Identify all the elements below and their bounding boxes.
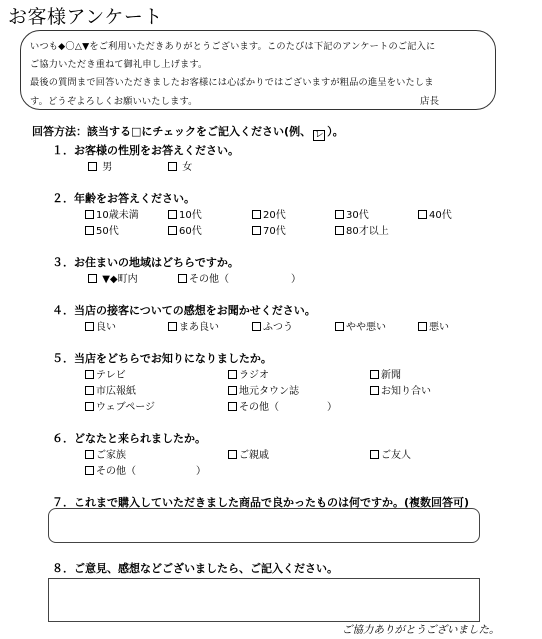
question-number: ７．: [52, 496, 74, 509]
checkmark-example-icon: レ: [314, 130, 324, 140]
option-label: 60代: [179, 226, 202, 237]
option-label: 地元タウン誌: [239, 386, 299, 397]
option-label: ご親戚: [239, 450, 269, 461]
question-number: ３．: [52, 256, 74, 269]
option-label: その他（: [239, 402, 279, 413]
intro-signature: 店長: [420, 96, 440, 107]
checkbox[interactable]: [418, 322, 427, 331]
option-friends[interactable]: [370, 446, 411, 461]
option-town-magazine[interactable]: [228, 382, 299, 397]
question-text: ご意見、感想などございましたら、ご記入ください。: [74, 562, 338, 575]
checkbox[interactable]: [228, 370, 237, 379]
option-acquaintance[interactable]: [370, 382, 431, 397]
option-average[interactable]: [252, 318, 293, 333]
checkbox[interactable]: [168, 322, 177, 331]
question-number: ４．: [52, 304, 74, 317]
question-4: [52, 302, 316, 318]
option-label: 80才以上: [346, 226, 389, 237]
option-family[interactable]: [85, 446, 126, 461]
option-age-60s[interactable]: [168, 222, 202, 237]
answer-method: [32, 123, 344, 141]
closing-thanks: ご協力ありがとうございました。: [342, 624, 500, 636]
checkbox[interactable]: [335, 226, 344, 235]
option-age-40s[interactable]: [418, 206, 452, 221]
option-label: ご家族: [96, 450, 126, 461]
question-text: 年齢をお答えください。: [74, 192, 195, 205]
option-label: 女: [182, 162, 193, 173]
option-newspaper[interactable]: [370, 366, 401, 381]
option-label: 40代: [429, 210, 452, 221]
option-relatives[interactable]: [228, 446, 269, 461]
option-label: ご友人: [381, 450, 411, 461]
checkbox[interactable]: [85, 450, 94, 459]
option-male[interactable]: [88, 158, 112, 173]
question-number: ８．: [52, 562, 74, 575]
option-label: 男: [102, 162, 113, 173]
question-text: どなたと来られましたか。: [74, 432, 206, 445]
question-text: 当店をどちらでお知りになりましたか。: [74, 352, 272, 365]
checkbox[interactable]: [168, 226, 177, 235]
checkbox[interactable]: [88, 274, 97, 283]
checkbox[interactable]: [85, 322, 94, 331]
checkbox[interactable]: [335, 322, 344, 331]
checkbox[interactable]: [168, 210, 177, 219]
checkbox[interactable]: [85, 370, 94, 379]
checkbox[interactable]: [228, 450, 237, 459]
paren-close: ）: [327, 402, 337, 413]
option-age-10s[interactable]: [168, 206, 202, 221]
checkbox[interactable]: [85, 386, 94, 395]
question-text: お住まいの地域はどちらですか。: [74, 256, 239, 269]
question-number: １．: [52, 144, 74, 157]
option-tv[interactable]: [85, 366, 126, 381]
answer-field-comments[interactable]: [48, 578, 480, 622]
option-town[interactable]: [88, 270, 138, 285]
question-number: ２．: [52, 192, 74, 205]
question-6: [52, 430, 206, 446]
question-text: これまで購入していただきました商品で良かったものは何ですか。(複数回答可): [74, 496, 470, 509]
option-area-other[interactable]: [178, 270, 301, 285]
checkbox[interactable]: [85, 466, 94, 475]
option-label: お知り合い: [381, 386, 431, 397]
page-title: お客様アンケート: [8, 6, 163, 28]
option-age-50s[interactable]: [85, 222, 119, 237]
question-number: ６．: [52, 432, 74, 445]
option-label: 20代: [263, 210, 286, 221]
checkbox[interactable]: [370, 370, 379, 379]
option-label: まあ良い: [179, 322, 219, 333]
checkbox[interactable]: [370, 450, 379, 459]
option-companion-other[interactable]: [85, 462, 206, 477]
answer-method-label: 回答方法：該当する□にチェックをご記入ください(例、: [32, 125, 312, 138]
checkbox[interactable]: [178, 274, 187, 283]
option-label: 10代: [179, 210, 202, 221]
option-label: ラジオ: [239, 370, 269, 381]
option-female[interactable]: [168, 158, 192, 173]
option-label: その他（: [189, 274, 229, 285]
checkbox[interactable]: [252, 322, 261, 331]
checkbox[interactable]: [370, 386, 379, 395]
checkbox[interactable]: [252, 226, 261, 235]
option-age-under-10[interactable]: [85, 206, 139, 221]
paren-close: ）: [291, 274, 301, 285]
option-age-30s[interactable]: [335, 206, 369, 221]
option-age-20s[interactable]: [252, 206, 286, 221]
intro-line-4: す。どうぞよろしくお願いいたします。: [30, 96, 198, 107]
option-bad[interactable]: [418, 318, 449, 333]
checkbox[interactable]: [418, 210, 427, 219]
option-label: 新聞: [381, 370, 401, 381]
question-text: お客様の性別をお答えください。: [74, 144, 239, 157]
paren-close: ）: [196, 466, 206, 477]
checkbox[interactable]: [85, 210, 94, 219]
checkbox[interactable]: [252, 210, 261, 219]
question-8: [52, 560, 338, 576]
checkbox[interactable]: [168, 162, 177, 171]
option-somewhat-bad[interactable]: [335, 318, 386, 333]
option-age-80-plus[interactable]: [335, 222, 389, 237]
question-3: [52, 254, 239, 270]
option-label: 50代: [96, 226, 119, 237]
option-label: ふつう: [263, 322, 293, 333]
option-web-page[interactable]: [85, 398, 155, 413]
option-radio[interactable]: [228, 366, 269, 381]
answer-field-favorite-products[interactable]: [48, 508, 480, 543]
intro-line-1: いつも◆〇△▼をご利用いただきありがとうございます。このたびは下記のアンケートのご記入に: [30, 41, 436, 52]
option-good[interactable]: [85, 318, 116, 333]
option-city-bulletin[interactable]: [85, 382, 136, 397]
question-number: ５．: [52, 352, 74, 365]
question-5: [52, 350, 272, 366]
question-text: 当店の接客についての感想をお聞かせください。: [74, 304, 316, 317]
checkbox[interactable]: [228, 386, 237, 395]
option-label: ▼◆町内: [102, 274, 138, 285]
checkbox[interactable]: [85, 402, 94, 411]
option-fairly-good[interactable]: [168, 318, 219, 333]
checkbox[interactable]: [228, 402, 237, 411]
option-label: 70代: [263, 226, 286, 237]
option-label: 10歳未満: [96, 210, 139, 221]
answer-method-suffix: ）。: [327, 125, 344, 138]
checkbox[interactable]: [85, 226, 94, 235]
intro-line-3: 最後の質問まで回答いただきましたお客様には心ばかりではございますが粗品の進呈をいたしま: [30, 77, 434, 88]
option-label: 30代: [346, 210, 369, 221]
question-2: [52, 190, 195, 206]
option-age-70s[interactable]: [252, 222, 286, 237]
checkbox[interactable]: [88, 162, 97, 171]
option-label: その他（: [96, 466, 136, 477]
option-label: やや悪い: [346, 322, 386, 333]
option-label: ウェブページ: [96, 402, 155, 413]
question-1: [52, 142, 239, 158]
intro-line-2: ご協力いただき重ねて御礼申し上げます。: [30, 59, 208, 70]
checkbox[interactable]: [335, 210, 344, 219]
option-label: 悪い: [429, 322, 449, 333]
option-label: 良い: [96, 322, 116, 333]
option-source-other[interactable]: [228, 398, 337, 413]
option-label: テレビ: [96, 370, 126, 381]
option-label: 市広報紙: [96, 386, 136, 397]
